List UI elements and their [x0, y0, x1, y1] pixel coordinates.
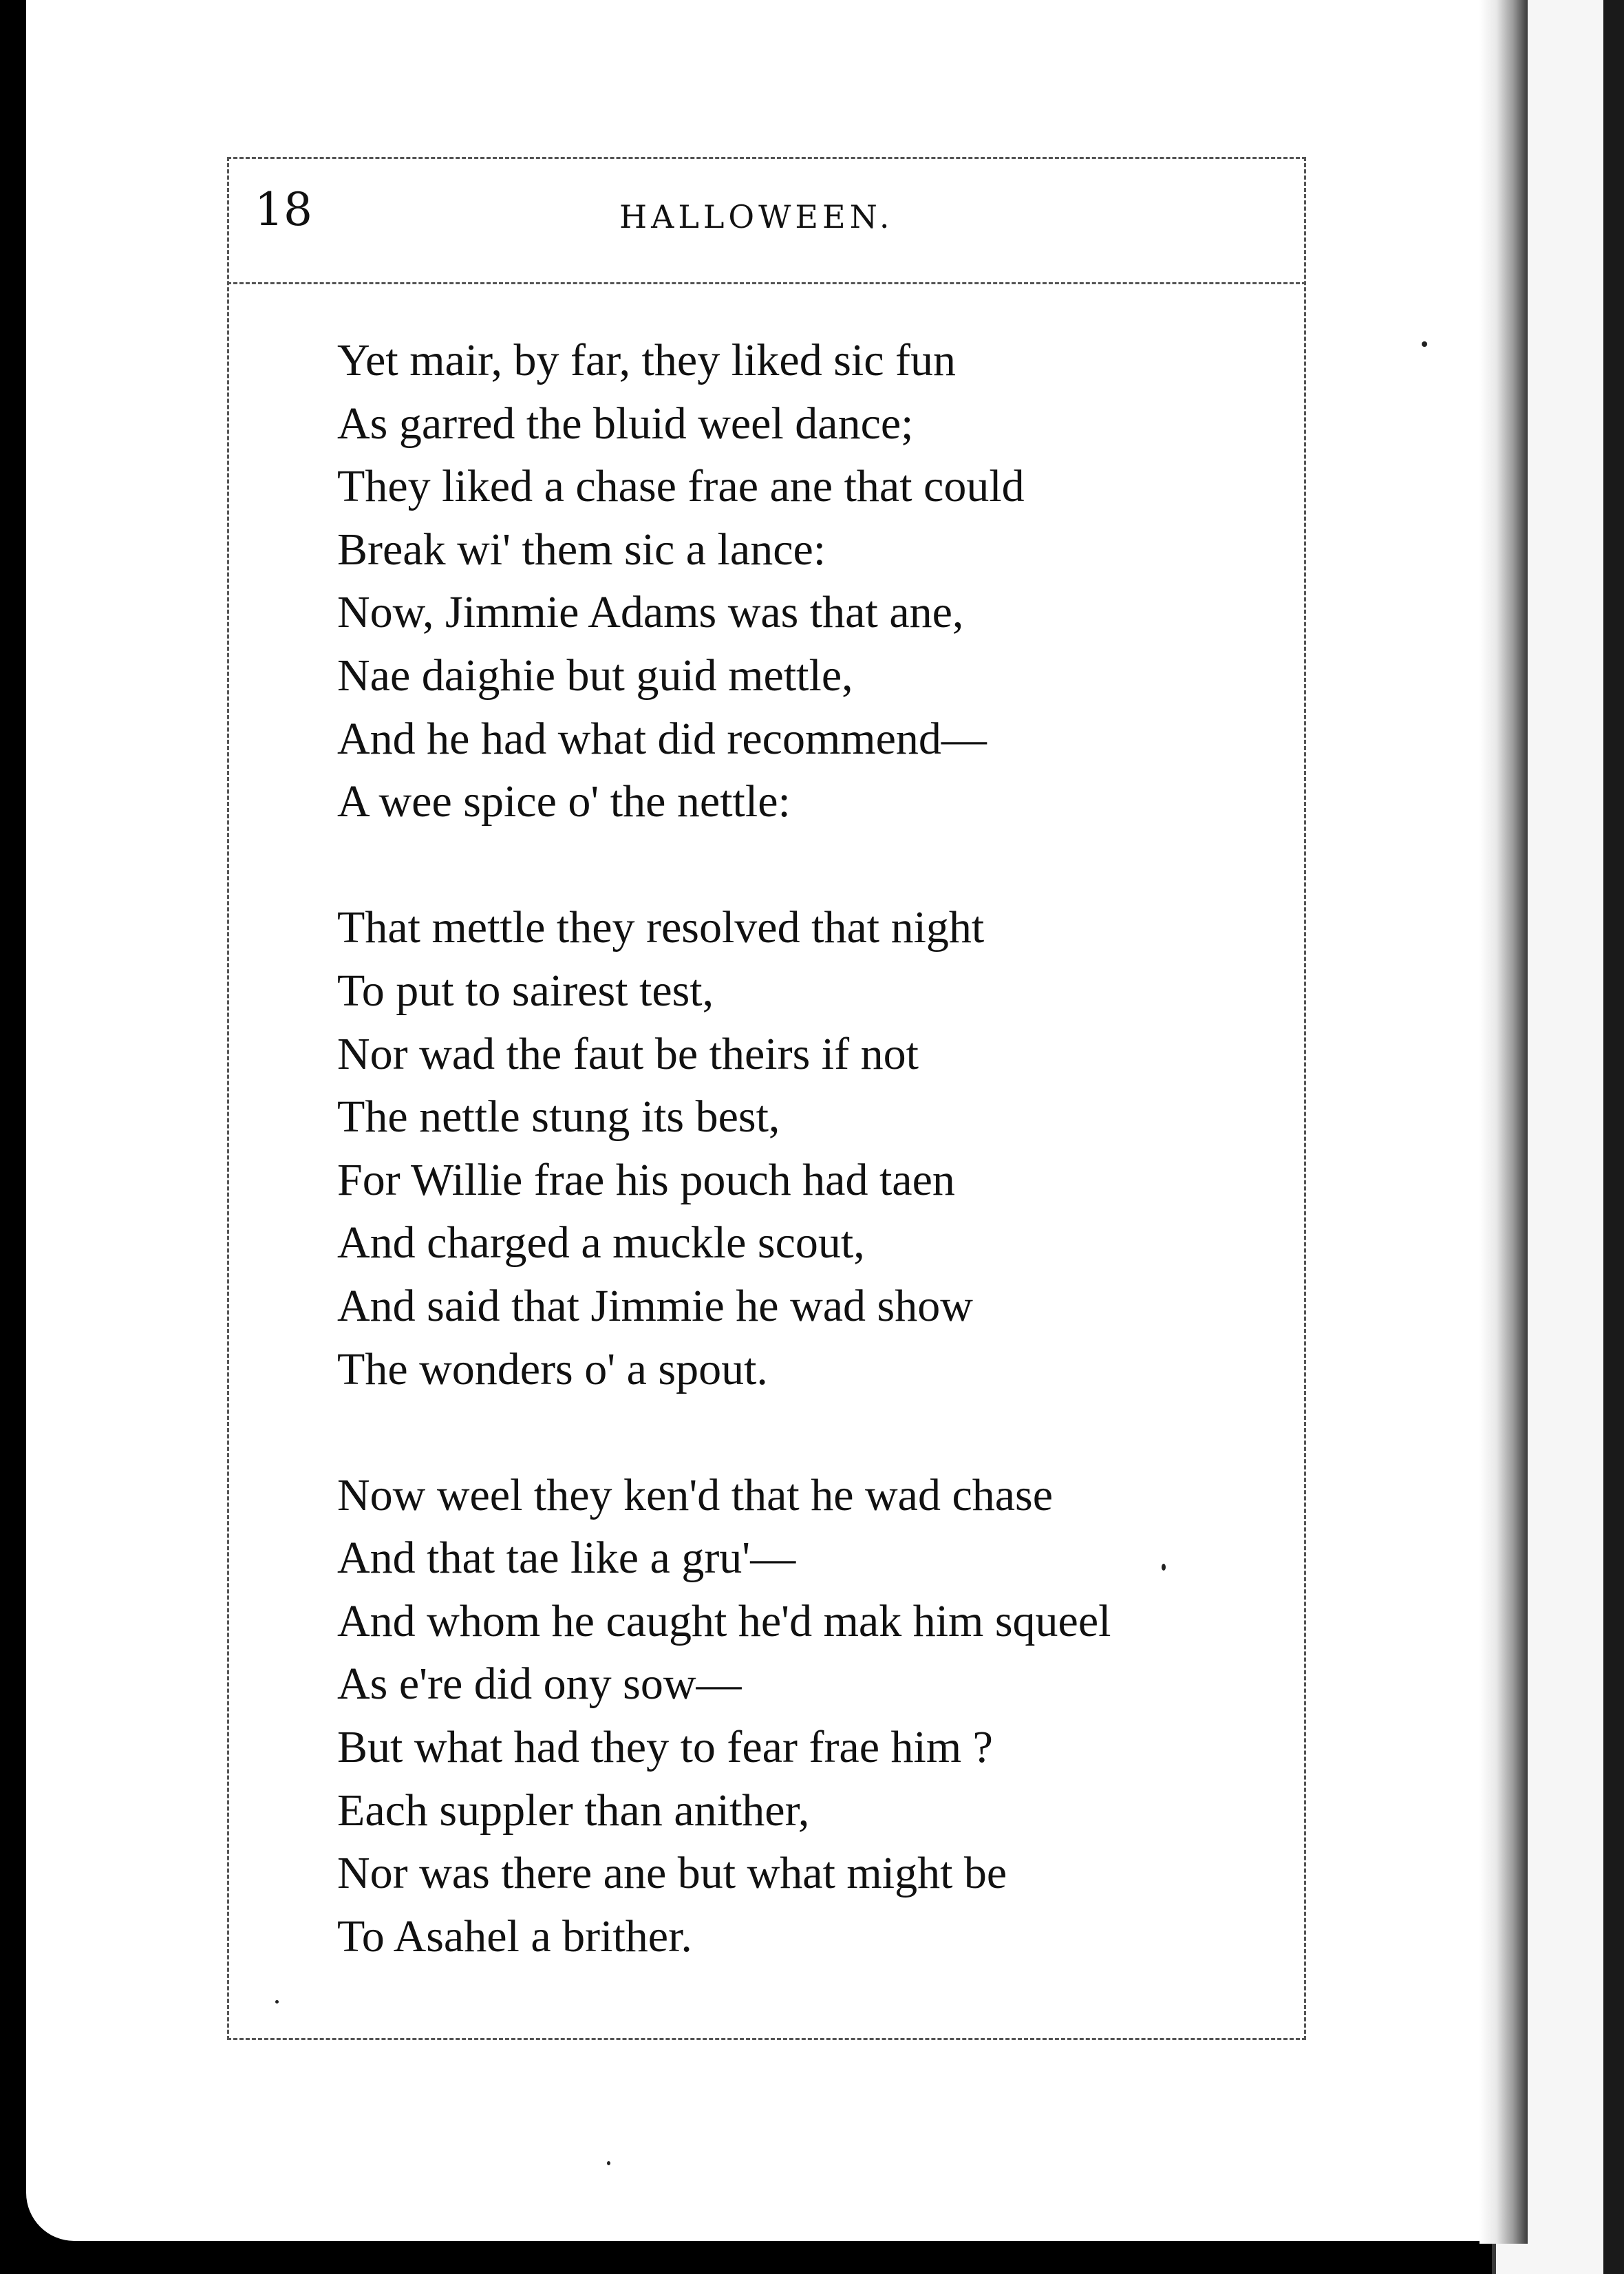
- scan-border-right: [1603, 0, 1624, 2274]
- scan-speck: [275, 2000, 279, 2004]
- poem-line: And he had what did recommend—: [337, 713, 987, 764]
- poem-line: Yet mair, by far, they liked sic fun: [337, 335, 956, 385]
- poem-line: Nor wad the faut be theirs if not: [337, 1028, 919, 1079]
- poem-line: And charged a muckle scout,: [337, 1218, 865, 1268]
- poem-line: That mettle they resolved that night: [337, 902, 985, 953]
- poem-line: Break wi' them sic a lance:: [337, 524, 826, 575]
- poem-line: And that tae like a gru'—: [337, 1533, 796, 1584]
- poem-line: But what had they to fear frae him ?: [337, 1722, 993, 1773]
- stanza: [337, 329, 1111, 833]
- poem-line: The nettle stung its best,: [337, 1092, 780, 1143]
- poem-line: Each suppler than anither,: [337, 1785, 810, 1836]
- poem-line: They liked a chase frae ane that could: [337, 461, 1025, 512]
- poem-line: Nor was there ane but what might be: [337, 1848, 1007, 1899]
- poem-line: To Asahel a brither.: [337, 1911, 692, 1962]
- header-divider: [227, 282, 1306, 284]
- poem-line: The wonders o' a spout.: [337, 1343, 768, 1394]
- page-gutter-shadow: [1479, 0, 1528, 2244]
- stanza: [337, 896, 1111, 1401]
- poem-line: As e're did ony sow—: [337, 1659, 742, 1710]
- scan-speck: [607, 2161, 610, 2165]
- poem-line: And said that Jimmie he wad show: [337, 1280, 973, 1331]
- poem-line: As garred the bluid weel dance;: [337, 398, 914, 449]
- stanza: [337, 1464, 1111, 1968]
- poem-line: Now weel they ken'd that he wad chase: [337, 1469, 1054, 1520]
- page-number: 18: [255, 183, 312, 236]
- poem-line: To put to sairest test,: [337, 965, 714, 1016]
- poem-line: Nae daighie but guid mettle,: [337, 650, 853, 701]
- poem-line: Now, Jimmie Adams was that ane,: [337, 587, 964, 638]
- scan-speck: [1422, 341, 1427, 347]
- poem-line: A wee spice o' the nettle:: [337, 776, 791, 827]
- poem-line: And whom he caught he'd mak him squeel: [337, 1595, 1111, 1646]
- running-head: HALLOWEEN.: [619, 198, 894, 235]
- poem-line: For Willie frae his pouch had taen: [337, 1154, 955, 1205]
- poem-body: [337, 329, 1111, 1968]
- scan-speck: [1162, 1564, 1166, 1571]
